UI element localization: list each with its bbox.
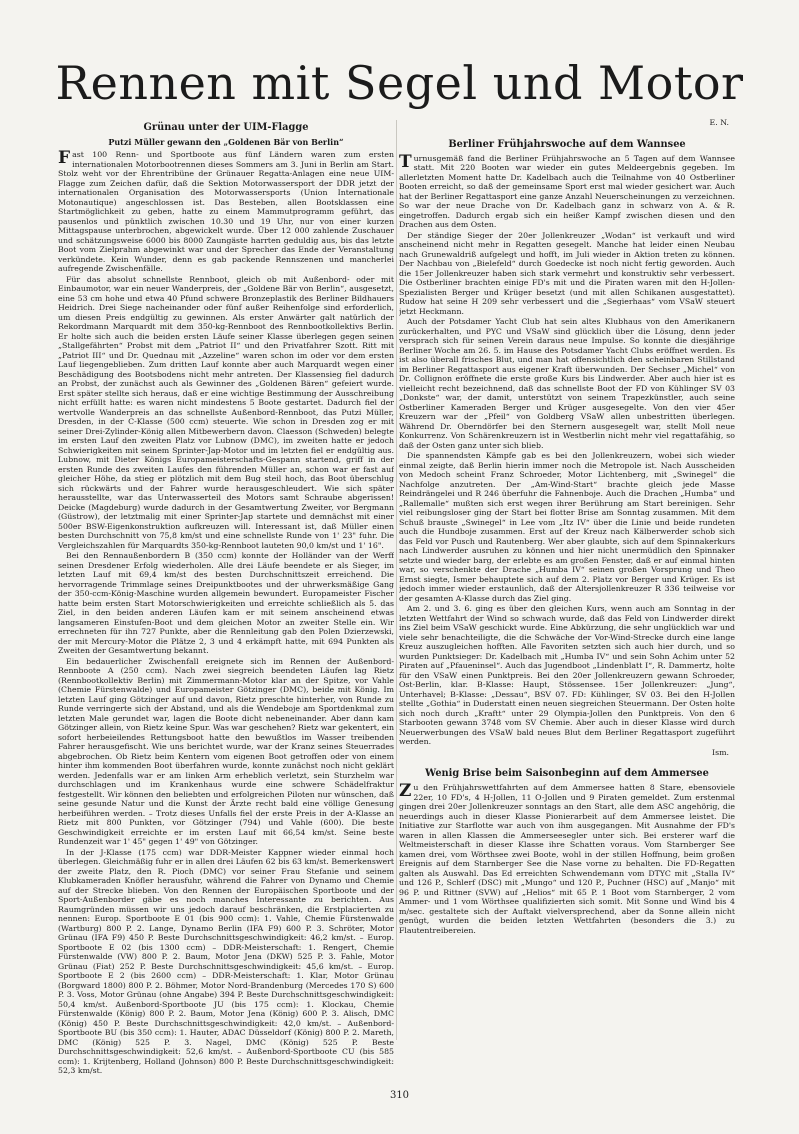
- article-paragraph: Auch der Potsdamer Yacht Club hat sein altes Klubhaus von den Amerikanern zurückerhalten, und PYC und VSaW sind glücklich über die Lösung, denn jeder versprach sich für seinen Verein daraus neue Impulse. So konnte die diesjährige Berliner Woche am 26. 5. im Hause des Potsdamer Yacht Clubs eröffnet werden. Es ist also überall frisches Blut, und man hat offensichtlich den scheinbaren Stillstand im Berliner Regattasport aus eigener Kraft überwunden. Der Sechser „Michel“ von Dr. Collignon eröffnete die erste große Kurs bis Lindwerder. Aber auch hier ist es vielleicht recht bezeichnend, daß das schnellste Boot der FD von Kühlinger SV 03 „Donkste“ war, der damit, unterstützt von seinem Trapezkünstler, auch seine Ostberliner Kameraden Berger und Krüger ausgesegelte. Von den vier 45er Kreuzern war der „Pfeil“ von Goldberg VSaW allen unbestritten überlegen. Während Dr. Oberndörfer bei den Sternern ausgesegelt war, stellt Moll neue Konkurrenz. Von Schärenkreuzern ist in Westberlin nicht mehr viel regattafähig, so daß der Osten ganz unter sich blieb.: [399, 317, 735, 450]
- article-signature-gruenau: E. N.: [709, 118, 729, 127]
- article-paragraph: Ein bedauerlicher Zwischenfall ereignete sich im Rennen der Außenbord-Rennboote A (250 ccm). Nach zwei siegreich beendeten Läufen lag Rietz (Rennbootkollektiv Berlin) mit Zimmermann-Motor klar an der Spitze, vor Vahle (Chemie Fürstenwalde) und Europameister Götzinger (DMC), beide mit König. Im letzten Lauf ging Götzinger auf und davon, Rietz preschte hinterher, von Runde zu Runde verringerte sich der Abstand, und als die Wendeboje am Sportdenkmal zum letzten Male gerundet war, lagen die Boote dicht nebeneinander. Aber dann kam Götzinger allein, von Rietz keine Spur. Was war geschehen? Rietz war gekentert, ein sofort herbeieilendes Rettungsboot hatte den bewußtlos im Wasser treibenden Fahrer herausgefischt. Wie uns berichtet wurde, war der Kranz seines Steuerrades abgebrochen. Ob Rietz beim Kentern vom eigenen Boot getroffen oder von einem hinter ihm kommenden Boot überfahren wurde, konnte zunächst noch nicht geklärt werden. Jedenfalls war er am linken Arm erheblich verletzt, sein Sturzhelm war durchschlagen und im Krankenhaus wurde eine schwere Schädelfraktur festgestellt. Wir können den beliebten und erfolgreichen Piloten nur wünschen, daß seine gesunde Natur und die Kunst der Ärzte recht bald eine völlige Genesung herbeiführen werden. – Trotz dieses Unfalls fiel der erste Preis in der A-Klasse an Rietz mit 800 Punkten, vor Götzinger (794) und Vahle (600). Die beste Geschwindigkeit erreichte er im ersten Lauf mit 66,54 km/st. Seine beste Rundenzeit war 1' 45" gegen 1' 49" von Götzinger.: [58, 656, 394, 846]
- article-paragraph: Die spannendsten Kämpfe gab es bei den Jollenkreuzern, wobei sich wieder einmal zeigte, daß Berlin hierin immer noch die Metropole ist. Nach Ausscheiden von Medoch scheint Franz Schroeder, Motor Lichtenberg, mit „Swinegel“ die Nachfolge anzutreten. Der „Am-Wind-Start“ brachte gleich jede Masse Reindrängelei und R 246 überfuhr die Fahnenboje. Auch die Drachen „Humba“ und „Rallemalle“ mußten sich erst wegen ihrer Berührung am Start bereinigen. Sehr viel reibungsloser ging der Start bei flotter Brise am Sonntag zusammen. Mit dem Schuß brauste „Swinegel“ in Lee vom „Itz IV“ über die Linie und beide rundeten auch die Hundboje zusammen. Erst auf der Kreuz nach Kälberwerder schob sich das Feld vor Pusch und Rautenberg. Wer aber glaubte, sich auf dem Spinnakerkurs nach Lindwerder ausruhen zu können und hier nicht unermüdlich den Spinnaker setzte und wieder barg, der erlebte es am großen Fenster, daß er auf einmal hinten war, so verschenkte der Drache „Humba IV“ seinen großen Vorsprung und Theo Ernst siegte, Ismer behauptete sich auf dem 2. Platz vor Berger und Krüger. Es ist jedoch immer wieder erstaunlich, daß der Altersjollenkreuzer R 336 teilweise vor der gesamten A-Klasse durch das Ziel ging.: [399, 451, 735, 603]
- article-signature-wannsee: Ism.: [712, 747, 729, 757]
- article-paragraph: Turnusgemäß fand die Berliner Frühjahrswoche an 5 Tagen auf dem Wannsee statt. Mit 220 Booten war wieder ein gutes Meldeergebnis gegeben. Im allerletzten Moment hatte Dr. Kadelbach auch die Teilnahme von 40 Ostberliner Booten erreicht, so daß der gemeinsame Sport erst mal wieder gesichert war. Auch hat der Berliner Regattasport eine ganze Anzahl Neuerscheinungen zu verzeichnen. So war der neue Drache von Dr. Kadelbach ganz in schwarz von A. & R. eingetroffen. Dadurch ergab sich ein heißer Kampf zwischen diesen und den Drachen aus dem Osten.: [399, 151, 735, 229]
- article-heading-gruenau: Grünau unter der UIM-Flagge: [143, 122, 309, 133]
- section-spacer: [399, 758, 735, 764]
- section-spacer: [399, 129, 735, 135]
- right-column: [399, 118, 735, 1093]
- article-paragraph: Bei den Rennaußenbordern B (350 ccm) konnte der Holländer van der Werff seinen Dresdener Erfolg wiederholen. Alle drei Läufe beendete er als Sieger, im letzten Lauf mit 69,4 km/st des besten Durchschnittszeit erreichend. Die hervorragende Trimmlage seines Dreipunktbootes und der uhrwerksmäßige Gang der 350-ccm-König-Maschine wurden allgemein bewundert. Europameister Fischer hatte beim ersten Start Motorschwierigkeiten und erreichte schließlich als 5. das Ziel, in den beiden anderen Läufen kam er mit seinem anscheinend etwas langsameren Einstufen-Boot und dem gleichen Motor an zweiter Stelle ein. Wir errechneten für ihn 727 Punkte, aber die Rennleitung gab den Polen Dzierzewski, der mit Mercury-Motor die Plätze 2, 3 und 4 erkämpft hatte, mit 694 Punkten als Zweiten der Gesamtwertung bekannt.: [58, 551, 394, 655]
- article-heading-wannsee: Berliner Frühjahrswoche auf dem Wannsee: [448, 138, 686, 150]
- article-paragraph: Der ständige Sieger der 20er Jollenkreuzer „Wodan“ ist verkauft und wird anscheinend nicht mehr in Regatten gesegelt. Manche hat leider einen Neubau nach Grunewaldriß aufgelegt und hofft, im Juli wieder in Aktion treten zu können. Der Nachbau von „Bielefeld“ durch Goedecke ist noch nicht fertig geworden. Auch die 15er Jollenkreuzer haben sich stark vermehrt und konstruktiv sehr verbessert. Die Ostberliner brachten einige FD's mit und die Piraten waren mit den H-Jollen-Spezialisten Berger und Krüger besetzt (und mit allen Schikanen ausgestattet). Rudow hat seine H 209 sehr verbessert und die „Segierhaas“ vom VSaW steuert jetzt Heckmann.: [399, 230, 735, 316]
- page-title: Rennen mit Segel und Motor: [55, 56, 744, 110]
- article-paragraph: Zu den Frühjahrswettfahrten auf dem Ammersee hatten 8 Stare, ebensoviele 22er, 10 FD's, 4 H-Jollen, 11 O-Jollen und 9 Piraten gemeldet. Zum erstenmal gingen drei 20er Jollenkreuzer sonntags an den Start, alle dem ASC angehörig, die neuerdings auch in dieser Klasse Pionierarbeit auf dem Ammersee leistet. Die Initiative zur Starflotte war auch von ihm ausgegangen. Mit Ausnahme der FD's waren in allen Klassen die Ammerseesegler unter sich. Bei ersterer warf die Weltmeisterschaft in dieser Klasse ihre Schatten voraus. Vom Starnberger See kamen drei, vom Wörthsee zwei Boote, wohl in der stillen Hoffnung, beim großen Ereignis auf dem Starnberger See die Nase vorne zu behalten. Die FD-Regatten galten als Auswahl. Das Ed erreichten Schwendemann vom DTYC mit „Stalla IV“ und 126 P., Schlerf (DSC) mit „Mungo“ und 120 P., Puchner (HSC) auf „Manjo“ mit 96 P. und Rittner (SVW) auf „Helios“ mit 65 P. 1 Boot vom Starnberger, 2 vom Ammer- und 1 vom Wörthsee qualifizierten sich somit. Mit Sonne und Wind bis 4 m/sec. gestaltete sich der Auftakt vielversprechend, aber da Sonne allein nicht genügt, wurden die beiden letzten Wettfahrten (besonders die 3.) zu Flautentreibereien.: [399, 781, 735, 935]
- article-heading-ammersee: Wenig Brise beim Saisonbeginn auf dem Ammersee: [425, 768, 709, 779]
- article-paragraph: Für das absolut schnellste Rennboot, gleich ob mit Außenbord- oder mit Einbaumotor, war ein neuer Wanderpreis, der „Goldene Bär von Berlin“, ausgesetzt, eine 53 cm hohe und etwa 40 Pfund schwere Bronzeplastik des Berliner Bildhauers Heidrich. Drei Siege nacheinander oder fünf außer Reihenfolge sind erforderlich, um diesen Preis endgültig zu gewinnen. Als erster Anwärter galt natürlich der Rekordmann Marquardt mit dem 350-kg-Rennboot des Rennbootkollektivs Berlin. Er holte sich auch die beiden ersten Läufe seiner Klasse überlegen gegen seinen „Stallgefährten“ Probst mit dem „Patriot II“ und den Privatfahrer Szott. Ritt mit „Patriot III“ und Dr. Quednau mit „Azzeline“ waren schon im oder vor dem ersten Lauf liegengeblieben. Zum dritten Lauf konnte aber auch Marquardt wegen einer Beschädigung des Bootsbodens nicht mehr antreten. Der Klassensieg fiel dadurch an Probst, der zunächst auch als Gewinner des „Goldenen Bären“ gefeiert wurde. Erst später stellte sich heraus, daß er eine wichtige Bestimmung der Ausschreibung nicht erfüllt hatte: es waren nicht mindestens 5 Boote gestartet. Dadurch fiel der wertvolle Wanderpreis an das schnellste Außenbord-Rennboot, das Putzi Müller, Dresden, in der C-Klasse (500 ccm) steuerte. Wie schon in Dresden zog er mit seiner Drei-Zylinder-König allen Mitbewerbern davon. Claesson (Schweden) belegte im ersten Lauf den zweiten Platz vor Lubnow (DMC), im zweiten hatte er jedoch Schwierigkeiten mit seinem Sprinter-Jap-Motor und im letzten fiel er endgültig aus. Lubnow, mit Dieter Königs Europameisterschafts-Gespann startend, griff in der ersten Runde des zweiten Laufes den führenden Müller an, schon war er fast auf gleicher Höhe, da stieg er plötzlich mit dem Bug steil hoch, das Boot überschlug sich rückwärts und der Fahrer wurde herausgeschleudert. Wie sich später herausstellte, war das Unterwasserteil des Motors samt Schraube abgerissen! Deicke (Magdeburg) wurde dadurch in der Gesamtwertung Zweiter, vor Bergmann (Güstrow), der letztmalig mit einer Sprinter-Jap startete und demnächst mit einer 500er BSW-Eigenkonstruktion aufkreuzen will. Interessant ist, daß Müller einen besten Durchschnitt von 75,8 km/st und eine schnellste Runde von 1' 23" fuhr. Die Vergleichszahlen für Marquardts 350-kg-Rennboot lauteten 90,0 km/st und 1' 16".: [58, 274, 394, 550]
- page-number: 310: [389, 1090, 410, 1101]
- column-divider: [396, 120, 397, 1040]
- left-column: [58, 118, 394, 1093]
- article-subtitle-gruenau: Putzi Müller gewann den „Goldenen Bär von Berlin“: [108, 137, 344, 147]
- article-paragraph: Am 2. und 3. 6. ging es über den gleichen Kurs, wenn auch am Sonntag in der letzten Wettfahrt der Wind so schwach wurde, daß das Feld von Lindwerder direkt ins Ziel beim VSaW geschickt wurde. Eine Abkürzung, die sehr unglücklich war und viele sehr benachteiligte, die die Schwäche der Vor-Wind-Strecke durch eine lange Kreuz auszugleichen hofften. Alle Favoriten setzten sich auch hier durch, und so wurden Punktsieger: Dr. Kadelbach mit „Humba IV“ und sein Sohn Achim unter 52 Piraten auf „Pfaueninsel“. Auch das Jugendboot „Lindenblatt I“, R. Dammertz, holte für den VSaW einen Punktpreis. Bei den 20er Jollenkreuzern gewann Schroeder, Ost-Berlin, klar. B-Klasse: Haupt, Stössensee. 15er Jollenkreuzer: „Jung“, Unterhavel; B-Klasse: „Dessau“, BSV 07. FD: Kühlinger, SV 03. Bei den H-Jollen stellte „Gothia“ in Duderstatt einen neuen siegreichen Steuermann. Der Osten holte sich noch durch „Kraftt“ unter 29 Olympia-Jollen den Punktpreis. Von den 6 Starbooten gewann 3748 vom SV Chemie. Aber auch in dieser Klasse wird durch Neuerwerbungen des VSaW bald neues Blut dem Berliner Regattasport zugeführt werden.: [399, 604, 735, 746]
- article-paragraph: In der J-Klasse (175 ccm) war DDR-Meister Kappner wieder einmal hoch überlegen. Gleichmäßig fuhr er in allen drei Läufen 62 bis 63 km/st. Bemerkenswert der zweite Platz, den R. Pioch (DMC) vor seiner Frau Stefanie und seinem Klubkameraden Knöfler herausfuhr, während die Fahrer von Dynamo und Chemie auf der Strecke blieben. Von den Rennen der Europäischen Sportboote und der Sport-Außenborder gäbe es noch manches Interessante zu berichten. Aus Raumgründen müssen wir uns jedoch darauf beschränken, die Erstplacierten zu nennen: Europ. Sportboote E 01 (bis 900 ccm): 1. Vahle, Chemie Fürstenwalde (Wartburg) 800 P. 2. Lange, Dynamo Berlin (IFA F9) 600 P. 3. Schröter, Motor Grünau (IFA F9) 450 P. Beste Durchschnittsgeschwindigkeit: 46,2 km/st. – Europ. Sportboote E 02 (bis 1300 ccm) – DDR-Meisterschaft: 1. Rengert, Chemie Fürstenwalde (VW) 800 P. 2. Baum, Motor Jena (DKW) 525 P. 3. Fahle, Motor Grünau (Fiat) 252 P. Beste Durchschnittsgeschwindigkeit: 45,6 km/st. – Europ. Sportboote E 2 (bis 2600 ccm) – DDR-Meisterschaft: 1. Klar, Motor Grünau (Borgward 1800) 800 P. 2. Böhmer, Motor Nord-Brandenburg (Mercedes 170 S) 600 P. 3. Voss, Motor Grünau (ohne Angabe) 394 P. Beste Durchschnittsgeschwindigkeit: 50,4 km/st. Außenbord-Sportboote JU (bis 175 ccm): 1. Klockau, Chemie Fürstenwalde (König) 800 P. 2. Baum, Motor Jena (König) 600 P. 3. Alisch, DMC (König) 450 P. Beste Durchschnittsgeschwindigkeit: 42,0 km/st. – Außenbord-Sportboote BU (bis 350 ccm): 1. Hauter, ADAC Düsseldorf (König) 800 P. 2. Mareth, DMC (König) 525 P. 3. Nagel, DMC (König) 525 P. Beste Durchschnittsgeschwindigkeit: 52,6 km/st. – Außenbord-Sportboote CU (bis 585 ccm): 1. Krijtenberg, Holland (Johnson) 800 P. Beste Durchschnittsgeschwindigkeit: 52,3 km/st.: [58, 847, 394, 1075]
- article-paragraph: Fast 100 Renn- und Sportboote aus fünf Ländern waren zum ersten internationalen Motorbootrennen dieses Sommers am 3. Juni in Berlin am Start. Stolz weht vor der Ehrentribüne der Grünauer Regatta-Anlagen eine neue UIM-Flagge zum Zeichen dafür, daß die Sektion Motorwassersport der DDR jetzt der internationalen Organisation des Motorwassersports (Union Internationale Motonautique) angeschlossen ist. Das Besteben, allen Bootsklassen eine Startmöglichkeit zu geben, hatte zu einem Mammutprogramm geführt, das pausenlos und pünktlich zwischen 10.30 und 19 Uhr, nur von einer kurzen Mittagspause unterbrochen, abgewickelt wurde. Über 12 000 zahlende Zuschauer und schätzungsweise 6000 bis 8000 Zaungäste harrten geduldig aus, bis das letzte Boot vom Zielprahm abgewinkt war und der Sprecher das Ende der Veranstaltung verkündete. Kein Wunder, denn es gab packende Rennszenen und mancherlei aufregende Zwischenfälle.: [58, 148, 394, 273]
